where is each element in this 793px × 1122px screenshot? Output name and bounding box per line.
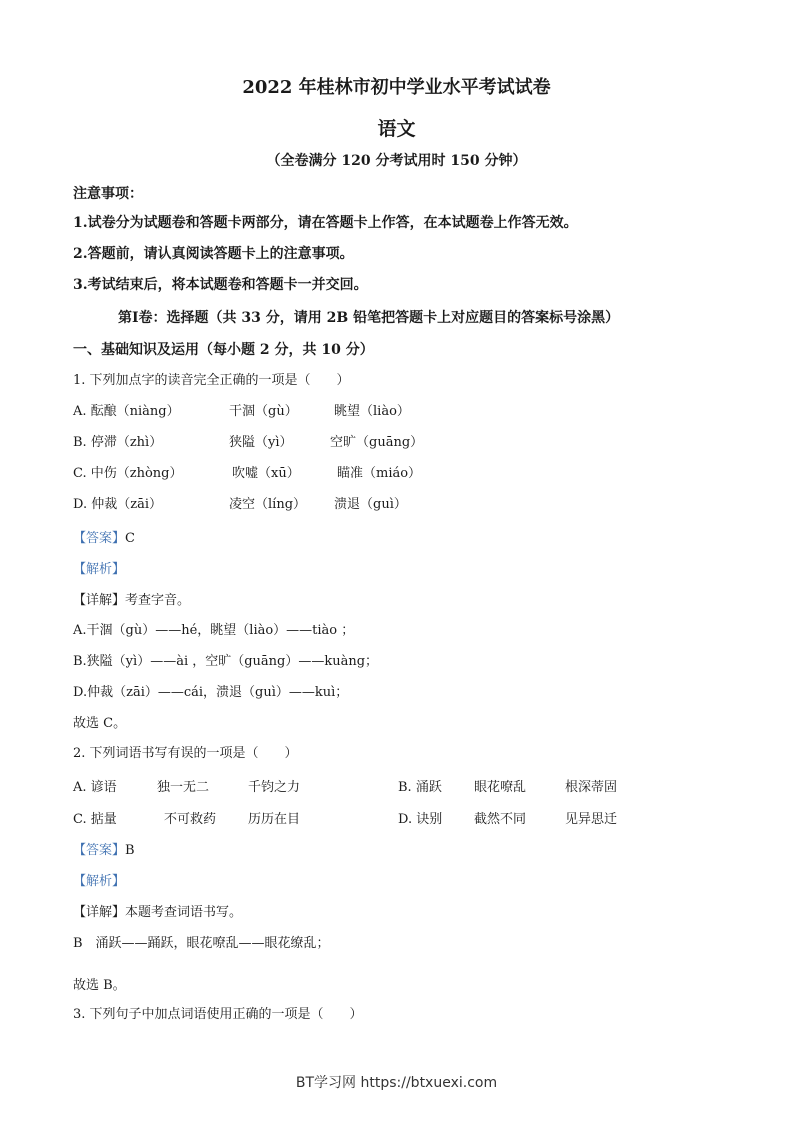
q2-option-a-3: 千钧之力 [248,780,301,795]
q2-answer-tag: 【答案】 [73,843,126,858]
q2-answer-row [73,839,135,858]
q2-detail: 【详解】本题考查词语书写。 [73,905,243,920]
notes-item-3: 3.考试结束后，将本试题卷和答题卡一并交回。 [73,277,368,293]
q1-answer-tag: 【答案】 [73,531,126,546]
exam-title: 2022 年桂林市初中学业水平考试试卷 [242,77,551,98]
q2-option-d-3: 见异思迁 [565,812,618,827]
section1-heading: 一、基础知识及运用（每小题 2 分，共 10 分） [73,342,374,358]
q1-option-d-3: 溃退（guì） [334,497,407,512]
q2-option-c-2: 不可救药 [164,812,217,827]
q1-explanation-a: A.干涸（gù）——hé，眺望（liào）——tiào ； [73,623,355,638]
q1-explanation-d: D.仲裁（zāi）——cái，溃退（guì）——kuì； [73,685,349,700]
q2-option-d-1: D. 诀别 [398,812,443,827]
q2-option-c-3: 历历在目 [248,812,301,827]
notes-item-1: 1.试卷分为试题卷和答题卡两部分，请在答题卡上作答，在本试题卷上作答无效。 [73,215,578,231]
q2-option-b-2: 眼花嘹乱 [474,780,527,795]
q2-conclusion: 故选 B。 [73,978,126,993]
q2-answer: B [125,843,135,858]
q2-option-a-1: A. 谚语 [73,780,117,795]
q1-option-a-1: A. 酝酿（niàng） [73,404,180,419]
q1-option-c-3: 瞄准（miáo） [337,466,422,481]
q1-answer-row [73,527,135,546]
notes-item-2: 2.答题前，请认真阅读答题卡上的注意事项。 [73,246,354,262]
q1-option-b-2: 狭隘（yì） [229,435,293,450]
notes-heading: 注意事项： [73,186,143,202]
q1-option-b-3: 空旷（guāng） [330,435,424,450]
q1-stem: 1. 下列加点字的读音完全正确的一项是（ ） [73,373,350,388]
q1-detail: 【详解】考查字音。 [73,593,191,608]
q1-option-c-2: 吹嘘（xū） [232,466,300,481]
q2-option-a-2: 独一无二 [157,780,210,795]
q2-option-d-2: 截然不同 [474,812,527,827]
q1-option-a-2: 干涸（gù） [229,404,298,419]
q2-stem: 2. 下列词语书写有误的一项是（ ） [73,746,298,761]
q3-stem: 3. 下列句子中加点词语使用正确的一项是（ ） [73,1007,363,1022]
q2-explanation: B 涌跃——踊跃，眼花嘹乱——眼花缭乱； [73,936,330,951]
footer-watermark: BT学习网 https://btxuexi.com [295,1075,498,1091]
q1-option-b-1: B. 停滞（zhì） [73,435,163,450]
q1-answer: C [125,531,135,546]
exam-subtitle: （全卷满分 120 分考试用时 150 分钟） [266,153,527,169]
q2-option-b-3: 根深蒂固 [565,780,618,795]
exam-subject: 语文 [377,118,416,140]
q1-option-d-2: 凌空（líng） [229,497,307,512]
part1-heading: 第Ⅰ卷：选择题（共 33 分，请用 2B 铅笔把答题卡上对应题目的答案标号涂黑） [118,310,620,326]
q1-option-c-1: C. 中伤（zhòng） [73,466,183,481]
q2-option-b-1: B. 涌跃 [398,780,442,795]
q1-option-a-3: 眺望（liào） [334,404,410,419]
q1-explanation-b: B.狭隘（yì）——ài ，空旷（guāng）——kuàng； [73,654,379,669]
q1-conclusion: 故选 C。 [73,716,127,731]
q1-analysis-tag: 【解析】 [73,562,126,577]
q1-option-d-1: D. 仲裁（zāi） [73,497,162,512]
q2-analysis-tag: 【解析】 [73,874,126,889]
q2-option-c-1: C. 掂量 [73,812,117,827]
